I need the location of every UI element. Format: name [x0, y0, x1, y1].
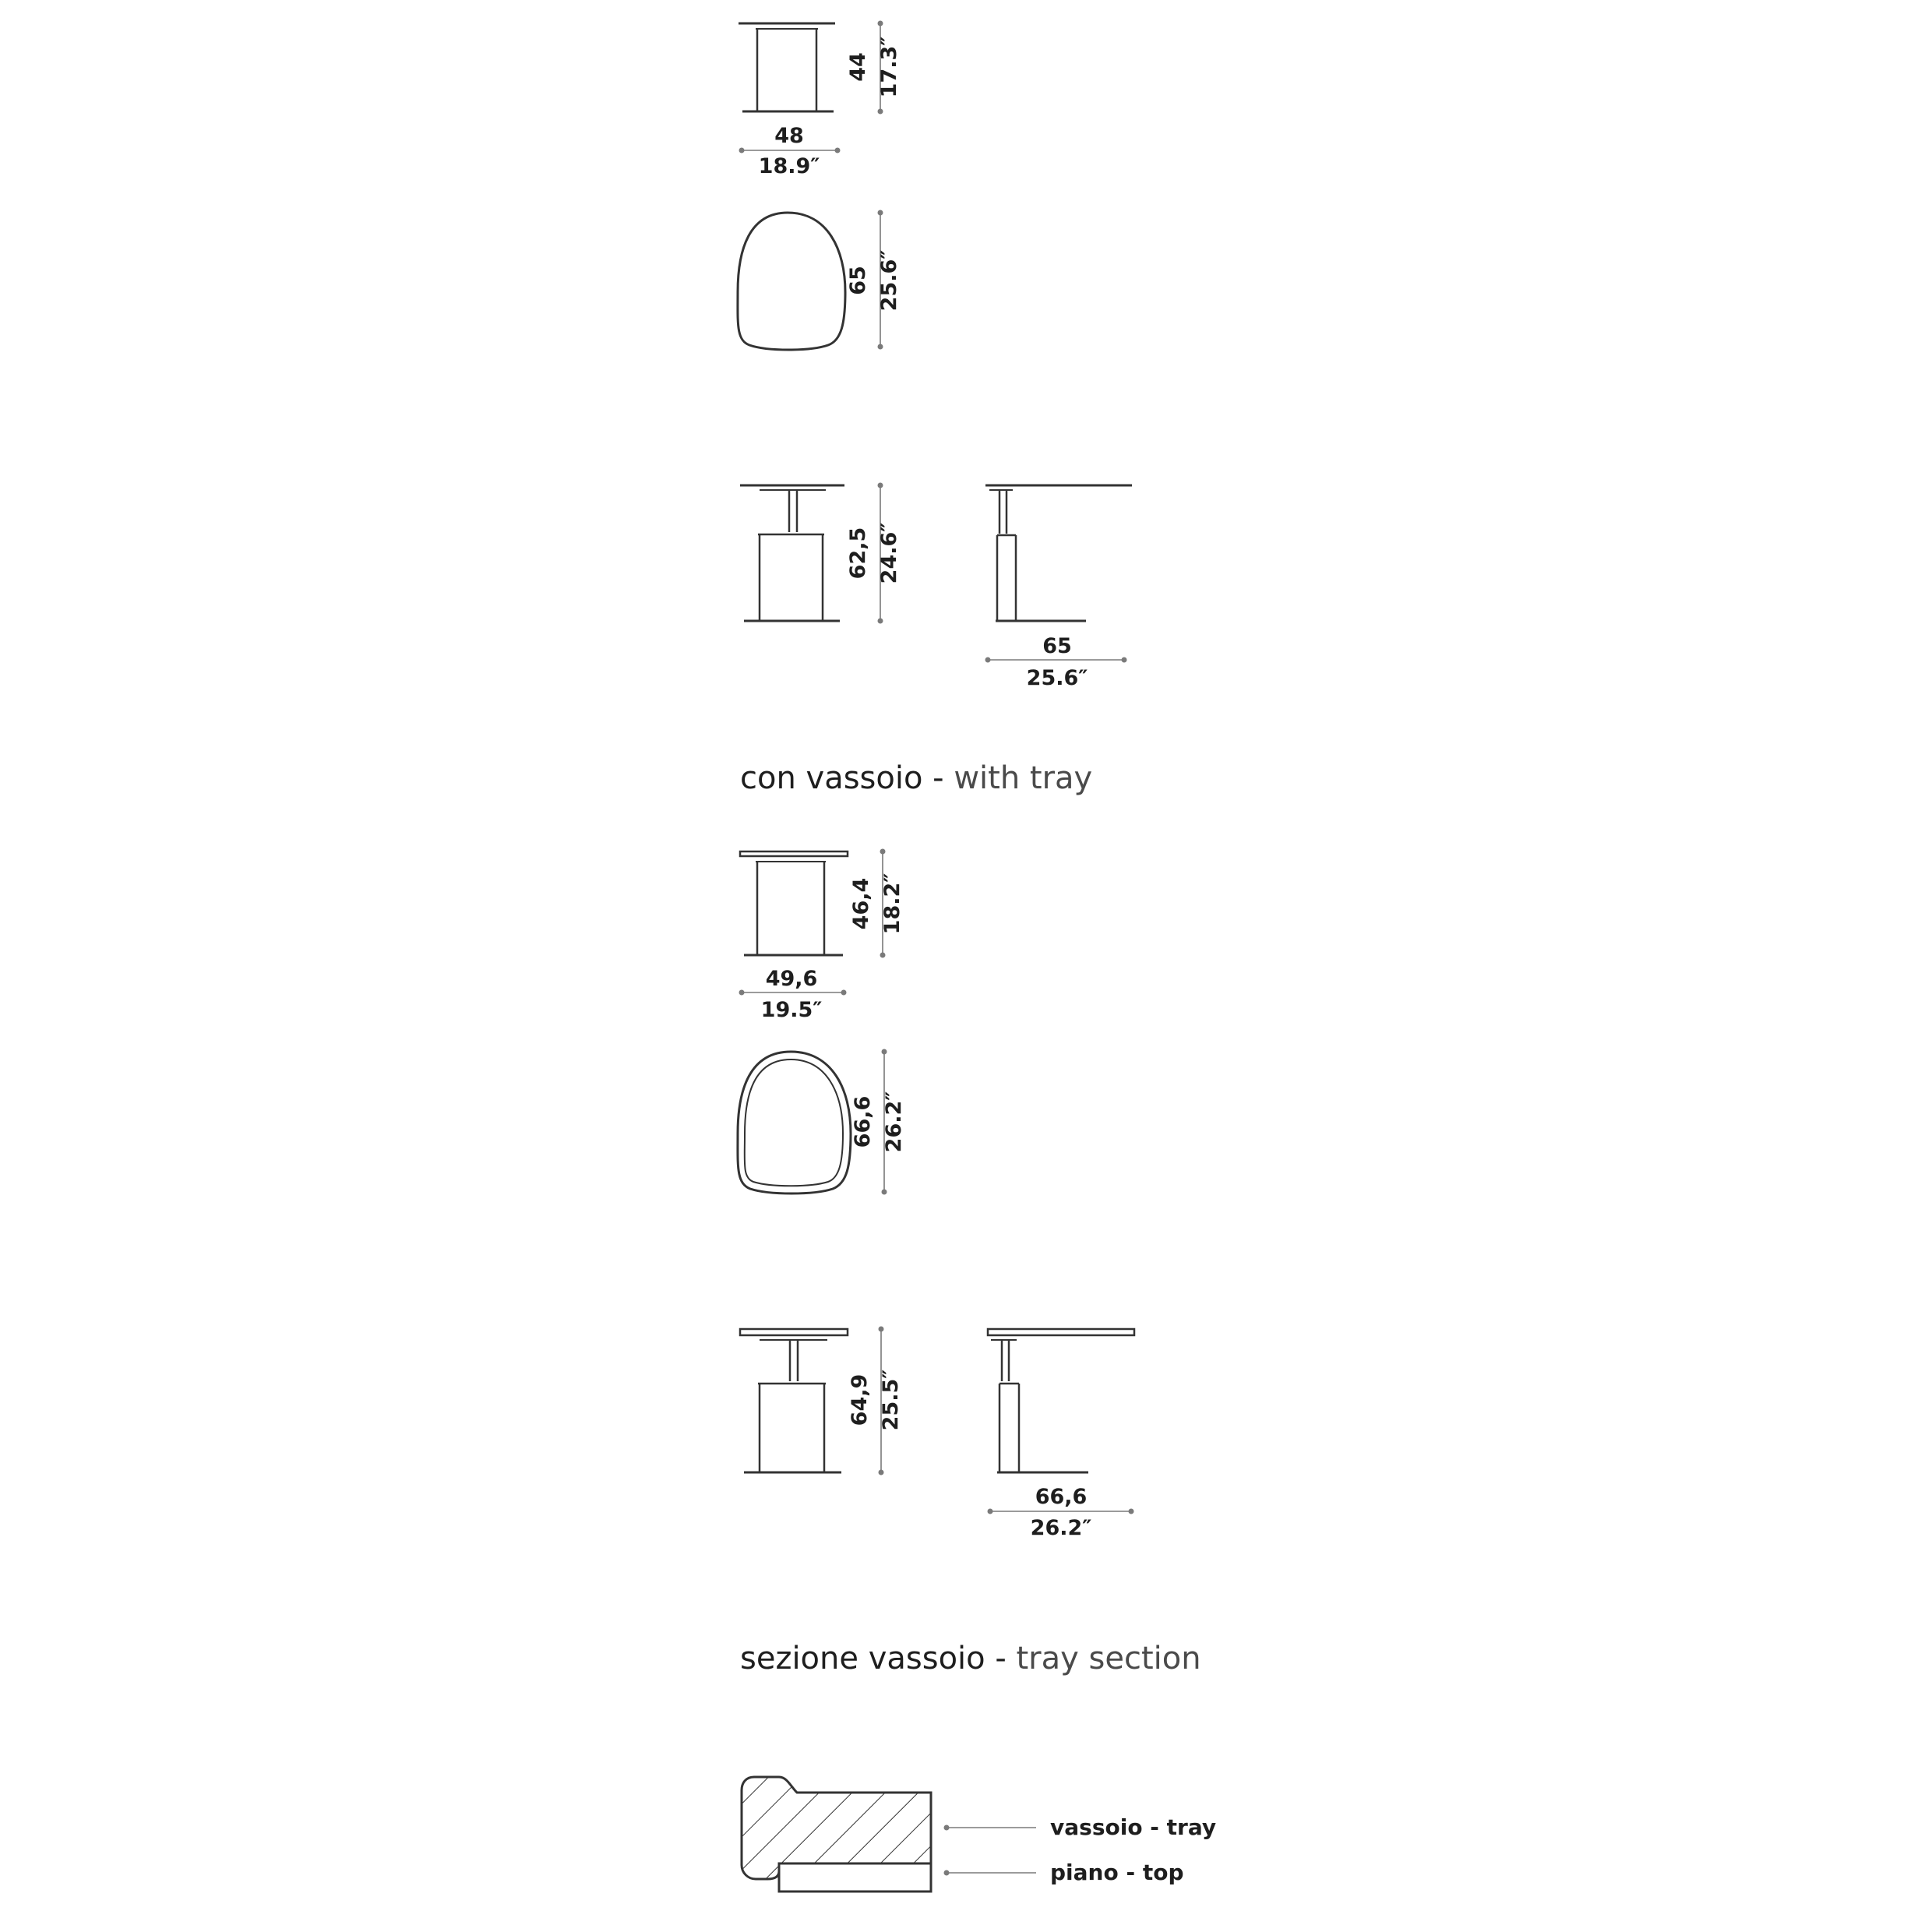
tray-side-length-cm: 66,6	[1035, 1485, 1088, 1509]
tray-section-heading	[740, 1641, 1201, 1676]
tray-low-height-in: 25.5″	[879, 1369, 903, 1431]
tray-front-width-dimension	[739, 967, 847, 1022]
tray-front-width-cm: 49,6	[765, 967, 818, 991]
low-height-in: 24.6″	[877, 522, 901, 584]
front-height-cm: 44	[846, 52, 870, 82]
tray-front-height-cm: 46,4	[849, 877, 873, 930]
side-length-cm: 65	[1042, 634, 1072, 658]
tray-low-height-cm: 64,9	[848, 1373, 872, 1426]
plan-view-top-outline	[738, 213, 845, 350]
side-length-dimension	[985, 634, 1127, 690]
front-width-dimension	[739, 124, 841, 178]
low-height-cm: 62,5	[846, 527, 870, 580]
low-front-elevation-drawing	[740, 485, 844, 621]
top-section-label: piano - top	[1050, 1860, 1184, 1885]
top-leader-line	[944, 1870, 1037, 1876]
side-length-in: 25.6″	[1026, 666, 1088, 690]
tray-front-width-in: 19.5″	[760, 998, 823, 1022]
plan-depth-cm: 65	[846, 266, 870, 295]
tray-section-heading-it: sezione vassoio -	[740, 1641, 1017, 1676]
with-tray-heading-en: with tray	[954, 760, 1093, 796]
tray-section-heading-en: tray section	[1016, 1641, 1201, 1676]
tray-side-length-in: 26.2″	[1030, 1516, 1092, 1540]
tray-plan-depth-cm: 66,6	[851, 1095, 875, 1148]
front-width-cm: 48	[774, 124, 804, 148]
tray-plan-view-outline	[738, 1052, 851, 1193]
plan-depth-dimension	[846, 210, 901, 350]
tray-section-drawing	[742, 1777, 931, 1891]
tray-side-elevation-drawing	[988, 1329, 1134, 1472]
side-elevation-drawing	[985, 485, 1132, 621]
tray-low-height-dimension	[848, 1327, 903, 1475]
with-tray-heading	[740, 760, 1092, 796]
tray-plan-depth-dimension	[851, 1049, 906, 1195]
tray-front-height-dimension	[849, 849, 904, 958]
plan-depth-in: 25.6″	[877, 249, 901, 312]
tray-leader-line	[944, 1825, 1037, 1831]
low-height-dimension	[846, 483, 901, 624]
front-height-dimension	[846, 21, 901, 115]
with-tray-heading-it: con vassoio -	[740, 760, 954, 796]
tray-section-label: vassoio - tray	[1050, 1814, 1217, 1840]
front-width-in: 18.9″	[758, 154, 820, 178]
tray-plan-depth-in: 26.2″	[882, 1091, 906, 1153]
tray-side-length-dimension	[988, 1485, 1134, 1540]
tray-front-elevation-drawing	[740, 851, 848, 955]
tray-low-front-elevation-drawing	[740, 1329, 848, 1472]
tray-front-height-in: 18.2″	[880, 873, 904, 935]
front-height-in: 17.3″	[877, 36, 901, 98]
front-elevation-drawing	[739, 23, 835, 111]
